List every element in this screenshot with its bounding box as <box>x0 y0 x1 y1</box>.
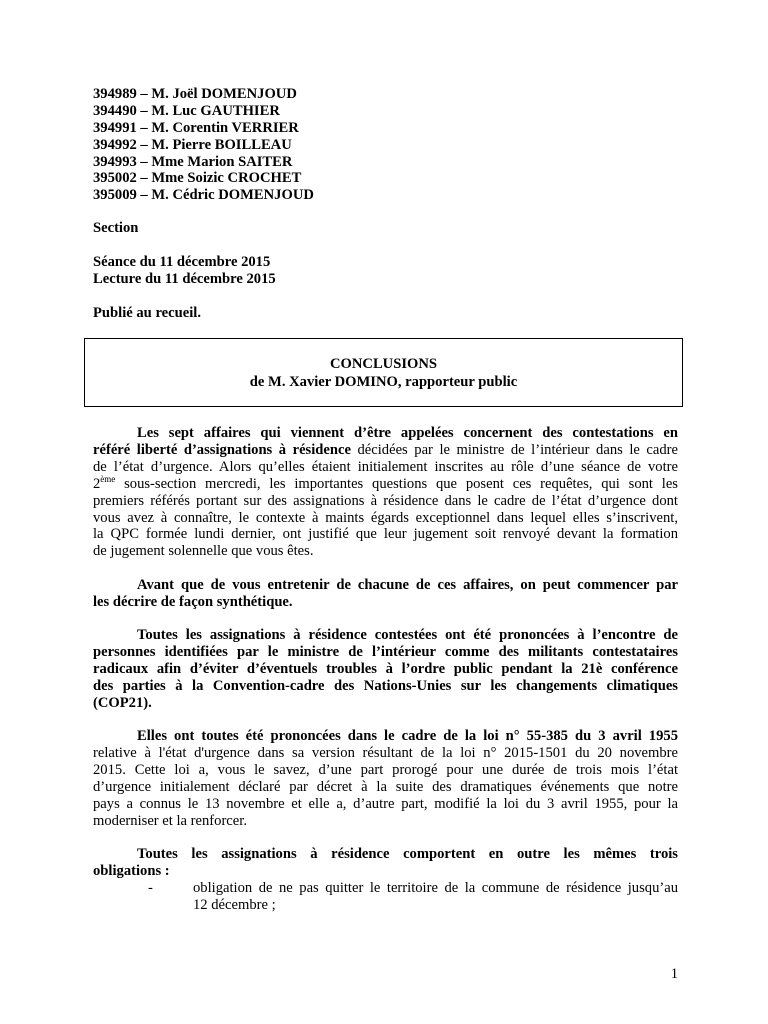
seance-date: Séance du 11 décembre 2015 <box>93 254 271 270</box>
case-line: 395009 – M. Cédric DOMENJOUD <box>93 187 314 204</box>
conclusions-box <box>84 338 683 407</box>
paragraph-4 <box>93 728 678 829</box>
case-line: 394991 – M. Corentin VERRIER <box>93 119 299 136</box>
paragraph-text: la QPC formée lundi dernier, ont justifié que leur jugement soit renvoyé devant la formation <box>93 526 678 543</box>
paragraph-text: de jugement solennelle que vous êtes. <box>93 543 314 560</box>
paragraph-text: d’urgence initialement déclaré par décret à la suite des dramatiques événements que notre <box>93 778 678 795</box>
paragraph-3 <box>93 627 678 712</box>
paragraph-text: (COP21). <box>93 694 152 711</box>
paragraph-text: Avant que de vous entretenir de chacune de ces affaires, on peut commencer par <box>137 577 678 593</box>
paragraph-text: Toutes les assignations à résidence comportent en outre les mêmes trois <box>137 846 678 862</box>
paragraph-2 <box>93 577 678 611</box>
conclusions-title: CONCLUSIONS <box>329 356 438 372</box>
paragraph-text: de l’état d’urgence. Alors qu’elles étaient initialement inscrites au rôle d’une séance de votre <box>93 458 678 475</box>
bullet-text: obligation de ne pas quitter le territoire de la commune de résidence jusqu’au <box>193 880 678 896</box>
paragraph-text: obligations : <box>93 862 170 879</box>
paragraph-text: Les sept affaires qui viennent d’être appelées concernent des contestations en <box>137 425 678 441</box>
paragraph-text: Elles ont toutes été prononcées dans le cadre de la loi n° 55-385 du 3 avril 1955 <box>137 728 678 744</box>
bullet-text: 12 décembre ; <box>193 896 276 913</box>
publication-note: Publié au recueil. <box>93 305 201 321</box>
paragraph-text: pays a connus le 13 novembre et elle a, d’autre part, modifié la loi du 3 avril 1955, pour la <box>93 795 678 812</box>
paragraph-text: référé liberté d’assignations à résidence <box>93 441 351 458</box>
paragraph-text: 2 <box>93 475 101 492</box>
paragraph-text: décidées par le ministre de l’intérieur dans le cadre <box>350 441 679 458</box>
paragraph-text: Toutes les assignations à résidence contestées ont été prononcées à l’encontre de <box>137 627 678 643</box>
paragraph-text: 2015. Cette loi a, vous le savez, d’une part prorogé pour une durée de trois mois l’état <box>93 761 678 778</box>
lecture-date: Lecture du 11 décembre 2015 <box>93 271 276 287</box>
paragraph-text: radicaux afin d’éviter d’éventuels troubles à l’ordre public pendant la 21è conférence <box>93 660 678 677</box>
case-line: 394989 – M. Joël DOMENJOUD <box>93 86 297 102</box>
paragraph-text: vous avez à connaître, le contexte à maints égards exceptionnel dans lequel elles s’inscrivent, <box>93 509 678 526</box>
paragraph-text: relative à l'état d'urgence dans sa version résultant de la loi n° 2015-1501 du 20 novembre <box>93 744 678 761</box>
case-line: 394992 – M. Pierre BOILLEAU <box>93 136 292 153</box>
page-number: 1 <box>670 966 678 982</box>
case-list <box>93 86 314 204</box>
case-line: 395002 – Mme Soizic CROCHET <box>93 170 302 187</box>
paragraph-text: moderniser et la renforcer. <box>93 812 247 829</box>
case-line: 394993 – Mme Marion SAITER <box>93 153 293 170</box>
section-label: Section <box>93 220 139 236</box>
paragraph-text: des parties à la Convention-cadre des Nations-Unies sur les changements climatiques <box>93 677 678 694</box>
paragraph-5 <box>93 846 678 880</box>
paragraph-text: sous-section mercredi, les importantes questions que posent ces requêtes, qui sont les <box>115 475 678 492</box>
superscript: ème <box>100 473 116 484</box>
case-line: 394490 – M. Luc GAUTHIER <box>93 102 280 119</box>
paragraph-1 <box>93 425 678 560</box>
bullet-item <box>193 880 678 914</box>
paragraph-text: personnes identifiées par le ministre de l’intérieur comme des militants contestataires <box>93 643 678 660</box>
bullet-dash: - <box>148 880 153 896</box>
conclusions-subtitle: de M. Xavier DOMINO, rapporteur public <box>249 374 518 390</box>
paragraph-text: premiers référés portant sur des assignations à résidence dans le cadre de l’état d’urgence dont <box>93 492 678 509</box>
paragraph-text: les décrire de façon synthétique. <box>93 593 293 610</box>
